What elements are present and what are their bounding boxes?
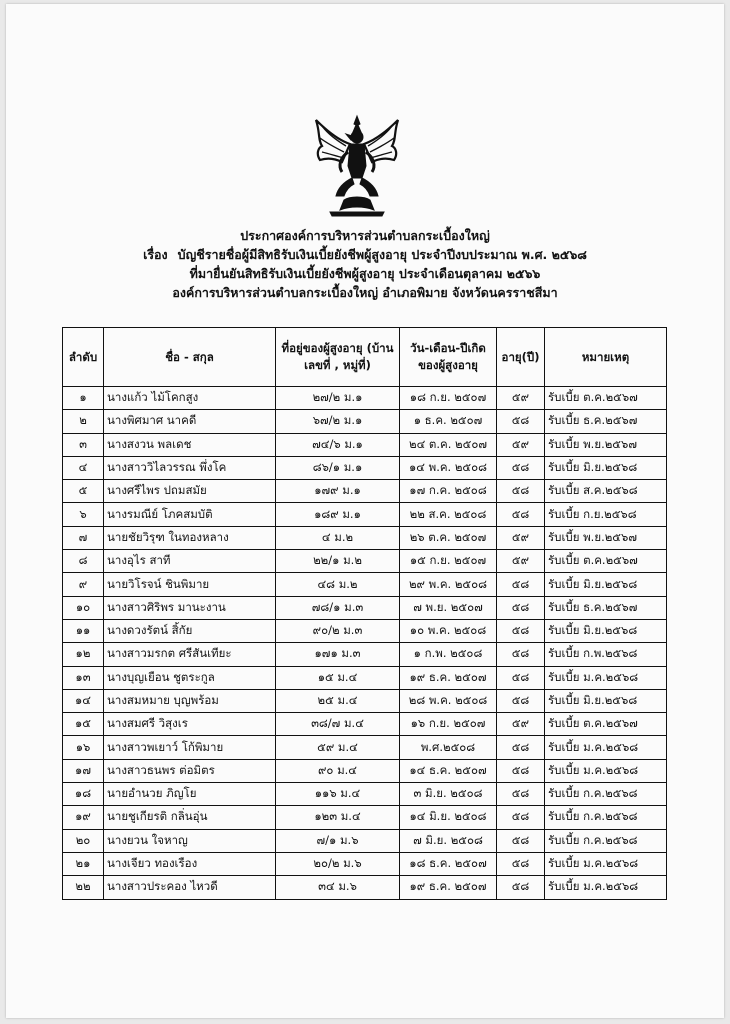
cell-name: นางสาวประคอง ไหวดี	[104, 876, 276, 899]
cell-dob: ๑๘ ก.ย. ๒๕๐๗	[400, 387, 497, 410]
cell-age: ๕๘	[497, 643, 545, 666]
cell-name: นางเจียว ทองเรือง	[104, 852, 276, 875]
cell-address: ๒๐/๒ ม.๖	[276, 852, 400, 875]
cell-age: ๕๘	[497, 596, 545, 619]
cell-name: นายชัยวิรุฑ ในทองหลาง	[104, 526, 276, 549]
cell-name: นางสาวมรกต ศรีสันเทียะ	[104, 643, 276, 666]
cell-name: นางสาวธนพร ต่อมิตร	[104, 759, 276, 782]
cell-no: ๖	[63, 503, 104, 526]
cell-name: นางรมณีย์ โภคสมบัติ	[104, 503, 276, 526]
cell-no: ๕	[63, 480, 104, 503]
cell-note: รับเบี้ย ม.ค.๒๕๖๘	[545, 736, 667, 759]
cell-dob: ๑ ธ.ค. ๒๕๐๗	[400, 410, 497, 433]
cell-note: รับเบี้ย มิ.ย.๒๕๖๘	[545, 573, 667, 596]
table-row	[63, 503, 667, 526]
cell-dob: ๗ พ.ย. ๒๕๐๗	[400, 596, 497, 619]
cell-dob: ๑๕ ก.ย. ๒๕๐๗	[400, 550, 497, 573]
cell-name: นายอำนวย ภิญโย	[104, 783, 276, 806]
column-header-age: อายุ(ปี)	[497, 328, 545, 387]
cell-address: ๗๔/๖ ม.๑	[276, 433, 400, 456]
cell-name: นางอุไร สาที	[104, 550, 276, 573]
cell-age: ๕๘	[497, 736, 545, 759]
cell-no: ๑๐	[63, 596, 104, 619]
cell-no: ๒๑	[63, 852, 104, 875]
cell-address: ๒๕ ม.๔	[276, 689, 400, 712]
cell-address: ๑๕ ม.๔	[276, 666, 400, 689]
table-row	[63, 852, 667, 875]
announcement-subject	[6, 245, 724, 264]
cell-name: นางสาวศิริพร มานะงาน	[104, 596, 276, 619]
subject-label: เรื่อง	[143, 247, 168, 262]
table-row	[63, 573, 667, 596]
cell-dob: ๑๘ ธ.ค. ๒๕๐๗	[400, 852, 497, 875]
table-row	[63, 410, 667, 433]
column-header-note: หมายเหตุ	[545, 328, 667, 387]
cell-no: ๙	[63, 573, 104, 596]
column-header-address: ที่อยู่ของผู้สูงอายุ (บ้านเลขที่ , หมู่ที่)	[276, 328, 400, 387]
cell-name: นางดวงรัตน์ สิ้กัย	[104, 619, 276, 642]
cell-name: นางแก้ว ไม้โคกสูง	[104, 387, 276, 410]
garuda-emblem-icon	[308, 112, 406, 220]
table-row	[63, 480, 667, 503]
cell-note: รับเบี้ย ก.ค.๒๕๖๘	[545, 806, 667, 829]
table-row	[63, 619, 667, 642]
column-header-name: ชื่อ - สกุล	[104, 328, 276, 387]
cell-note: รับเบี้ย มิ.ย.๒๕๖๘	[545, 689, 667, 712]
announcement-line-4: องค์การบริหารส่วนตำบลกระเบื้องใหญ่ อำเภอพิมาย จังหวัดนครราชสีมา	[172, 285, 558, 300]
cell-no: ๗	[63, 526, 104, 549]
cell-name: นางสงวน พลเดช	[104, 433, 276, 456]
table-row	[63, 666, 667, 689]
cell-age: ๕๘	[497, 876, 545, 899]
cell-name: นางสาววิไลวรรณ พึ่งโค	[104, 456, 276, 479]
cell-note: รับเบี้ย มิ.ย.๒๕๖๘	[545, 619, 667, 642]
cell-dob: ๑ ก.พ. ๒๕๐๘	[400, 643, 497, 666]
table-row	[63, 713, 667, 736]
table-row	[63, 759, 667, 782]
cell-dob: ๑๙ ธ.ค. ๒๕๐๗	[400, 666, 497, 689]
cell-age: ๕๘	[497, 759, 545, 782]
cell-age: ๕๘	[497, 456, 545, 479]
cell-note: รับเบี้ย พ.ย.๒๕๖๗	[545, 526, 667, 549]
cell-no: ๒๐	[63, 829, 104, 852]
cell-address: ๕๙ ม.๔	[276, 736, 400, 759]
cell-address: ๓๔ ม.๖	[276, 876, 400, 899]
cell-no: ๑๖	[63, 736, 104, 759]
cell-no: ๑๔	[63, 689, 104, 712]
cell-age: ๕๘	[497, 806, 545, 829]
table-row	[63, 526, 667, 549]
cell-age: ๕๘	[497, 619, 545, 642]
cell-dob: ๗ มิ.ย. ๒๕๐๘	[400, 829, 497, 852]
cell-address: ๒๗/๒ ม.๑	[276, 387, 400, 410]
column-header-dob: วัน-เดือน-ปีเกิดของผู้สูงอายุ	[400, 328, 497, 387]
cell-address: ๑๒๓ ม.๔	[276, 806, 400, 829]
cell-note: รับเบี้ย ม.ค.๒๕๖๘	[545, 852, 667, 875]
cell-no: ๒๒	[63, 876, 104, 899]
cell-address: ๒๒/๑ ม.๒	[276, 550, 400, 573]
cell-dob: ๑๖ ก.ย. ๒๕๐๗	[400, 713, 497, 736]
cell-name: นางศรีไพร ปถมสมัย	[104, 480, 276, 503]
cell-age: ๕๙	[497, 526, 545, 549]
cell-address: ๙๐/๒ ม.๓	[276, 619, 400, 642]
cell-note: รับเบี้ย ส.ค.๒๕๖๘	[545, 480, 667, 503]
announcement-line-3: ที่มายื่นยันสิทธิรับเงินเบี้ยยังชีพผู้สูงอายุ ประจำเดือนตุลาคม ๒๕๖๖	[189, 266, 541, 281]
table-row	[63, 387, 667, 410]
table-row	[63, 829, 667, 852]
cell-note: รับเบี้ย ก.ค.๒๕๖๘	[545, 829, 667, 852]
cell-age: ๕๘	[497, 410, 545, 433]
cell-no: ๑	[63, 387, 104, 410]
cell-no: ๑๕	[63, 713, 104, 736]
cell-address: ๔ ม.๒	[276, 526, 400, 549]
cell-note: รับเบี้ย ม.ค.๒๕๖๘	[545, 666, 667, 689]
column-header-no: ลำดับ	[63, 328, 104, 387]
cell-dob: พ.ศ.๒๕๐๘	[400, 736, 497, 759]
cell-dob: ๒๖ ต.ค. ๒๕๐๗	[400, 526, 497, 549]
cell-note: รับเบี้ย ต.ค.๒๕๖๗	[545, 713, 667, 736]
cell-dob: ๒๒ ส.ค. ๒๕๐๘	[400, 503, 497, 526]
cell-no: ๓	[63, 433, 104, 456]
table-row	[63, 550, 667, 573]
cell-note: รับเบี้ย ธ.ค.๒๕๖๗	[545, 596, 667, 619]
cell-dob: ๒๘ พ.ค. ๒๕๐๘	[400, 689, 497, 712]
cell-note: รับเบี้ย มิ.ย.๒๕๖๘	[545, 456, 667, 479]
table-row	[63, 783, 667, 806]
cell-name: นางสาวพเยาว์ โก้พิมาย	[104, 736, 276, 759]
cell-name: นางพิศมาศ นาคดี	[104, 410, 276, 433]
cell-no: ๔	[63, 456, 104, 479]
cell-name: นางยวน ใจหาญ	[104, 829, 276, 852]
announcement-header	[6, 226, 724, 302]
cell-dob: ๒๙ พ.ค. ๒๕๐๘	[400, 573, 497, 596]
cell-age: ๕๘	[497, 666, 545, 689]
cell-age: ๕๘	[497, 573, 545, 596]
cell-age: ๕๘	[497, 783, 545, 806]
cell-dob: ๑๐ พ.ค. ๒๕๐๘	[400, 619, 497, 642]
elderly-allowance-table	[62, 327, 667, 900]
cell-age: ๕๘	[497, 829, 545, 852]
cell-age: ๕๙	[497, 387, 545, 410]
cell-age: ๕๘	[497, 503, 545, 526]
cell-note: รับเบี้ย ก.ย.๒๕๖๘	[545, 503, 667, 526]
table-row	[63, 643, 667, 666]
cell-dob: ๑๔ มิ.ย. ๒๕๐๘	[400, 806, 497, 829]
cell-address: ๖๗/๒ ม.๑	[276, 410, 400, 433]
cell-address: ๓๘/๗ ม.๔	[276, 713, 400, 736]
cell-address: ๑๗๑ ม.๓	[276, 643, 400, 666]
cell-dob: ๑๔ พ.ค. ๒๕๐๘	[400, 456, 497, 479]
cell-dob: ๓ มิ.ย. ๒๕๐๘	[400, 783, 497, 806]
cell-note: รับเบี้ย ต.ค.๒๕๖๗	[545, 550, 667, 573]
cell-address: ๙๐ ม.๔	[276, 759, 400, 782]
document-page	[6, 4, 724, 1018]
cell-note: รับเบี้ย ก.พ.๒๕๖๘	[545, 643, 667, 666]
table-row	[63, 433, 667, 456]
cell-age: ๕๘	[497, 480, 545, 503]
cell-name: นางบุญเยือน ชูตระกูล	[104, 666, 276, 689]
table-row	[63, 876, 667, 899]
table-row	[63, 736, 667, 759]
cell-note: รับเบี้ย พ.ย.๒๕๖๗	[545, 433, 667, 456]
cell-name: นายชูเกียรติ กลิ่นอุ่น	[104, 806, 276, 829]
table-row	[63, 689, 667, 712]
cell-no: ๑๒	[63, 643, 104, 666]
cell-age: ๕๘	[497, 689, 545, 712]
table-row	[63, 806, 667, 829]
table-row	[63, 596, 667, 619]
cell-age: ๕๘	[497, 852, 545, 875]
cell-no: ๑๗	[63, 759, 104, 782]
cell-address: ๗๘/๑ ม.๓	[276, 596, 400, 619]
table-row	[63, 456, 667, 479]
cell-name: นายวิโรจน์ ชินพิมาย	[104, 573, 276, 596]
cell-no: ๒	[63, 410, 104, 433]
cell-age: ๕๙	[497, 713, 545, 736]
cell-dob: ๑๙ ธ.ค. ๒๕๐๗	[400, 876, 497, 899]
cell-name: นางสมหมาย บุญพร้อม	[104, 689, 276, 712]
cell-note: รับเบี้ย ธ.ค.๒๕๖๗	[545, 410, 667, 433]
cell-dob: ๒๔ ต.ค. ๒๕๐๗	[400, 433, 497, 456]
cell-dob: ๑๔ ธ.ค. ๒๕๐๗	[400, 759, 497, 782]
cell-no: ๑๑	[63, 619, 104, 642]
cell-address: ๑๑๖ ม.๔	[276, 783, 400, 806]
cell-no: ๘	[63, 550, 104, 573]
cell-no: ๑๓	[63, 666, 104, 689]
cell-name: นางสมศรี วิสุงเร	[104, 713, 276, 736]
cell-address: ๑๗๙ ม.๑	[276, 480, 400, 503]
cell-address: ๔๘ ม.๒	[276, 573, 400, 596]
subject-text: บัญชีรายชื่อผู้มีสิทธิรับเงินเบี้ยยังชีพผู้สูงอายุ ประจำปีงบประมาณ พ.ศ. ๒๕๖๘	[177, 247, 587, 262]
cell-note: รับเบี้ย ก.ค.๒๕๖๘	[545, 783, 667, 806]
cell-note: รับเบี้ย ม.ค.๒๕๖๘	[545, 876, 667, 899]
cell-age: ๕๙	[497, 433, 545, 456]
table-header-row	[63, 328, 667, 387]
cell-age: ๕๙	[497, 550, 545, 573]
cell-address: ๗/๑ ม.๖	[276, 829, 400, 852]
cell-dob: ๑๗ ก.ค. ๒๕๐๘	[400, 480, 497, 503]
cell-no: ๑๘	[63, 783, 104, 806]
cell-note: รับเบี้ย ต.ค.๒๕๖๗	[545, 387, 667, 410]
announcement-title: ประกาศองค์การบริหารส่วนตำบลกระเบื้องใหญ่	[240, 228, 490, 243]
cell-no: ๑๙	[63, 806, 104, 829]
table-body	[63, 387, 667, 900]
cell-address: ๘๖/๑ ม.๑	[276, 456, 400, 479]
cell-address: ๑๘๙ ม.๑	[276, 503, 400, 526]
cell-note: รับเบี้ย ม.ค.๒๕๖๘	[545, 759, 667, 782]
